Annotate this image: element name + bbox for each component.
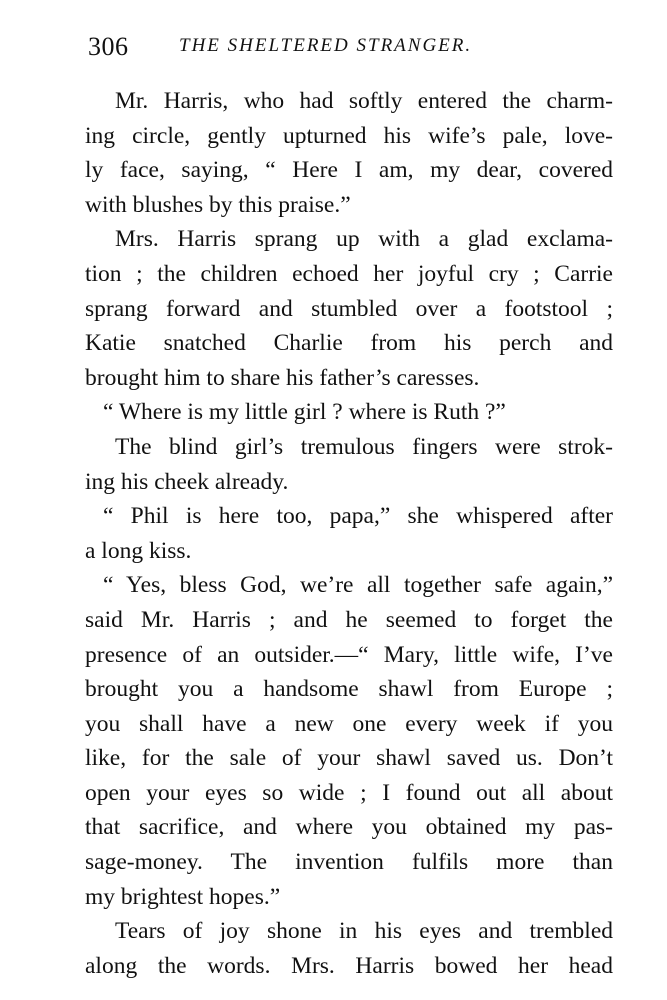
text-line: sage-money. The invention fulfils more than (85, 849, 613, 876)
text-line: “ Where is my little girl ? where is Ruth ?” (103, 399, 506, 426)
text-line: brought you a handsome shawl from Europe ; (85, 676, 613, 703)
text-line: presence of an outsider.—“ Mary, little wife, I’ve (85, 641, 613, 668)
text-line: ing his cheek already. (85, 468, 289, 495)
running-title: THE SHELTERED STRANGER. (179, 35, 473, 56)
text-line: my brightest hopes.” (85, 883, 281, 910)
text-line: Katie snatched Charlie from his perch and (85, 330, 613, 357)
page-number: 306 (88, 32, 129, 61)
text-line: open your eyes so wide ; I found out all about (85, 779, 613, 806)
text-line: The blind girl’s tremulous fingers were strok- (115, 433, 613, 460)
text-line: with blushes by this praise.” (85, 191, 351, 218)
body-text (85, 84, 613, 983)
text-line: along the words. Mrs. Harris bowed her head (85, 952, 613, 979)
page-header (88, 32, 628, 68)
text-line: brought him to share his father’s caresses. (85, 364, 480, 391)
text-line: ing circle, gently upturned his wife’s pale, love- (85, 122, 613, 149)
text-line: “ Phil is here too, papa,” she whispered after (103, 503, 613, 530)
text-line: that sacrifice, and where you obtained my pas- (85, 814, 613, 841)
text-line: you shall have a new one every week if you (85, 710, 613, 737)
text-line: like, for the sale of your shawl saved us. Don’t (85, 745, 613, 772)
text-line: Mr. Harris, who had softly entered the charm- (115, 88, 613, 114)
text-line: Mrs. Harris sprang up with a glad exclama- (115, 226, 613, 253)
text-line: said Mr. Harris ; and he seemed to forget the (85, 606, 613, 633)
text-line: “ Yes, bless God, we’re all together safe again,” (103, 572, 613, 599)
text-line: sprang forward and stumbled over a footstool ; (85, 295, 613, 322)
text-line: a long kiss. (85, 537, 192, 564)
text-line: ly face, saying, “ Here I am, my dear, covered (85, 157, 613, 184)
text-line: Tears of joy shone in his eyes and trembled (115, 918, 613, 945)
text-line: tion ; the children echoed her joyful cry ; Carrie (85, 260, 613, 287)
